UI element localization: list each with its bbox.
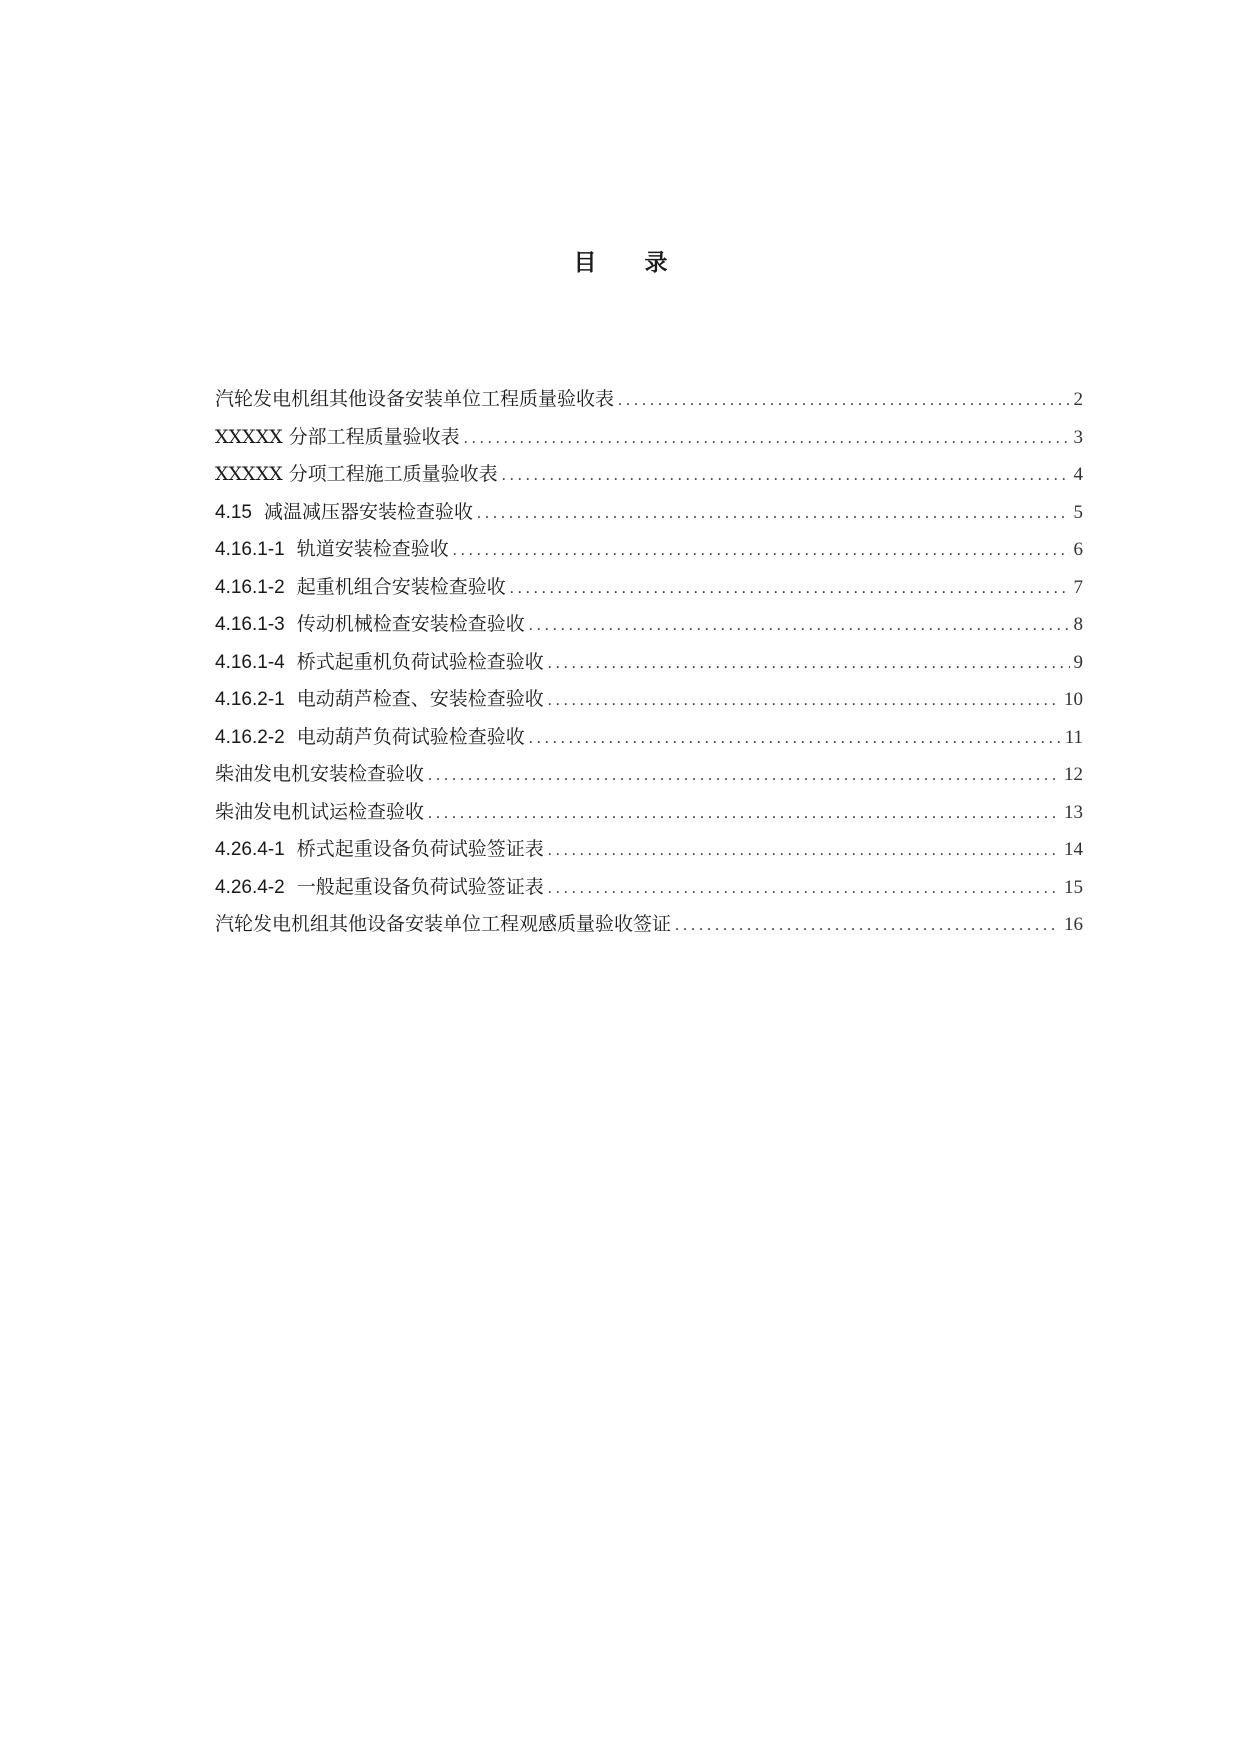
toc-entry[interactable]	[215, 494, 1083, 532]
toc-entry-title: XXXXX 分项工程施工质量验收表	[215, 463, 498, 485]
dot-leader	[453, 532, 1070, 570]
toc-title: 目录	[573, 250, 716, 276]
toc-entry-number: 4.16.1-4	[215, 651, 285, 673]
toc-entry[interactable]	[215, 906, 1083, 944]
toc-entry-page: 7	[1073, 576, 1083, 598]
toc-entry-title: 轨道安装检查验收	[296, 538, 449, 560]
toc-entry-title: 汽轮发电机组其他设备安装单位工程质量验收表	[215, 388, 615, 410]
toc-entry-page: 4	[1073, 464, 1083, 485]
dot-leader	[464, 420, 1070, 458]
toc-entry[interactable]	[215, 419, 1083, 457]
toc-entry-page: 5	[1073, 501, 1083, 523]
toc-entry-title: 减温减压器安装检查验收	[263, 500, 473, 523]
toc-entry-number: 4.16.1-3	[215, 614, 285, 635]
toc-entry-title: 桥式起重设备负荷试验签证表	[296, 838, 544, 860]
toc-entry-page: 10	[1064, 689, 1083, 710]
toc-entry-number: 4.16.1-2	[215, 576, 285, 598]
dot-leader	[428, 757, 1060, 795]
toc-entry-page: 3	[1073, 426, 1083, 448]
toc-entry-title: 柴油发电机安装检查验收	[215, 763, 425, 785]
toc-entry-title: 电动葫芦负荷试验检查验收	[296, 725, 525, 748]
toc-entry-page: 8	[1073, 614, 1083, 635]
dot-leader	[548, 832, 1060, 870]
toc-entry-page: 2	[1073, 389, 1083, 410]
toc-entry-page: 6	[1073, 539, 1083, 560]
dot-leader	[529, 720, 1061, 758]
toc-entry-title: 传动机械检查安装检查验收	[296, 613, 525, 635]
toc-entry-page: 13	[1064, 801, 1083, 823]
dot-leader	[548, 645, 1070, 683]
toc-entry[interactable]	[215, 569, 1083, 607]
toc-entry-number: 4.16.2-1	[215, 689, 285, 710]
dot-leader	[618, 382, 1069, 420]
toc-entry-number: 4.16.1-1	[215, 539, 285, 560]
toc-entry-title: 电动葫芦检查、安装检查验收	[296, 688, 544, 710]
toc-entry[interactable]	[215, 756, 1083, 794]
toc-entry-number: 4.26.4-2	[215, 876, 285, 898]
toc-entry-page: 11	[1064, 726, 1083, 748]
toc-entry[interactable]	[215, 719, 1083, 757]
toc-entry-title: 桥式起重机负荷试验检查验收	[296, 650, 544, 673]
toc-entry[interactable]	[215, 606, 1083, 644]
toc-list	[215, 381, 1083, 944]
toc-entry-number: 4.16.2-2	[215, 726, 285, 748]
toc-entry-title: 汽轮发电机组其他设备安装单位工程观感质量验收签证	[215, 913, 672, 935]
toc-entry[interactable]	[215, 531, 1083, 569]
dot-leader	[502, 457, 1070, 495]
toc-entry[interactable]	[215, 456, 1083, 494]
toc-entry-title: 起重机组合安装检查验收	[296, 575, 506, 598]
toc-entry-page: 9	[1073, 651, 1083, 673]
dot-leader	[477, 495, 1070, 533]
dot-leader	[510, 570, 1070, 608]
toc-entry-title: 一般起重设备负荷试验签证表	[296, 875, 544, 898]
toc-entry-page: 14	[1064, 839, 1083, 860]
dot-leader	[428, 795, 1060, 833]
toc-entry[interactable]	[215, 644, 1083, 682]
dot-leader	[548, 870, 1060, 908]
toc-entry-title: 柴油发电机试运检查验收	[215, 800, 425, 823]
toc-entry[interactable]	[215, 869, 1083, 907]
toc-entry-number: 4.26.4-1	[215, 839, 285, 860]
toc-entry-number: 4.15	[215, 501, 252, 523]
toc-entry[interactable]	[215, 831, 1083, 869]
toc-entry-page: 12	[1064, 764, 1083, 785]
dot-leader	[548, 682, 1060, 720]
toc-entry[interactable]	[215, 681, 1083, 719]
toc-entry[interactable]	[215, 794, 1083, 832]
toc-entry-title: XXXXX 分部工程质量验收表	[215, 425, 460, 448]
toc-entry-page: 15	[1064, 876, 1083, 898]
dot-leader	[675, 907, 1060, 945]
dot-leader	[529, 607, 1070, 645]
toc-entry-page: 16	[1064, 914, 1083, 935]
toc-entry[interactable]	[215, 381, 1083, 419]
